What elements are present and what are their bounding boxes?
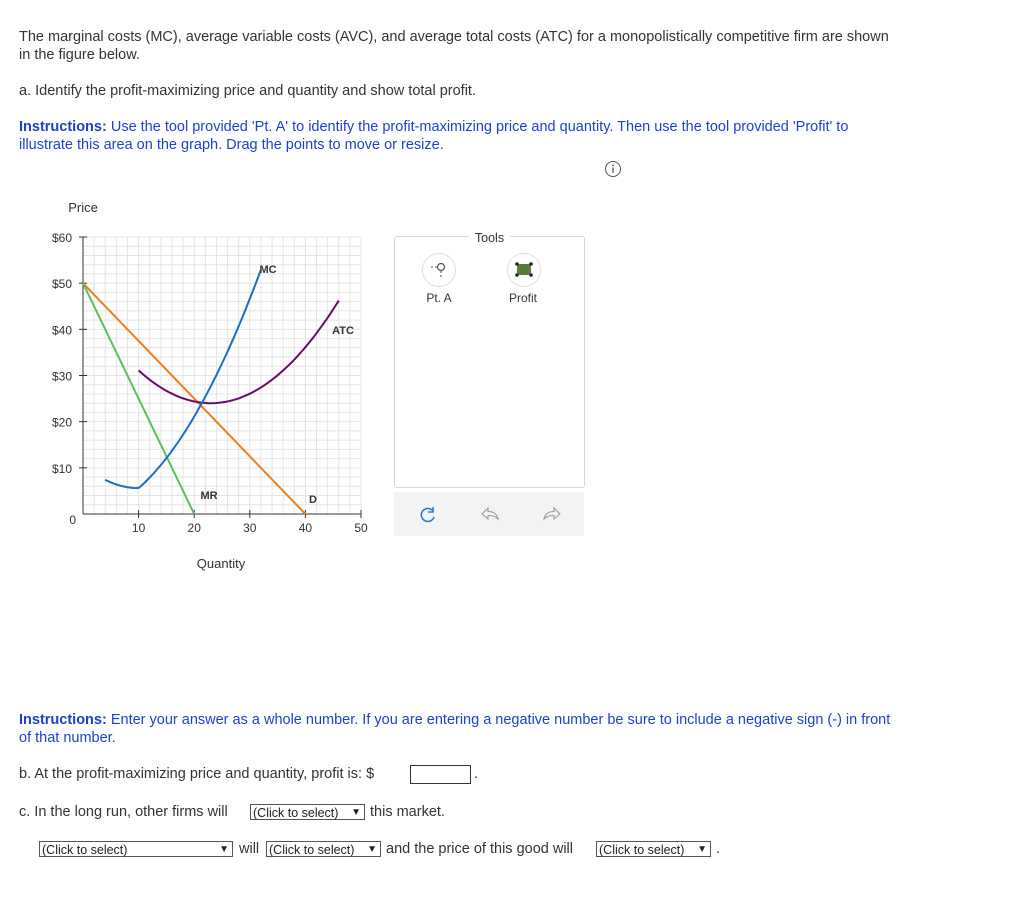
- question-c-text: c. In the long run, other firms will: [19, 804, 228, 820]
- profit-input[interactable]: [410, 765, 471, 784]
- pt-a-icon: [422, 253, 456, 287]
- long-run-select[interactable]: [39, 841, 233, 857]
- undo-icon[interactable]: [479, 505, 501, 523]
- firms-select-value: (Click to select): [253, 806, 339, 820]
- profit-icon: [507, 253, 541, 287]
- profit-label: Profit: [508, 291, 537, 305]
- pt-a-tool[interactable]: [421, 253, 457, 305]
- instructions-1: [19, 118, 848, 154]
- question-b-text: b. At the profit-maximizing price and quantity, profit is: $: [19, 766, 375, 782]
- redo-icon[interactable]: [541, 505, 563, 523]
- intro-line: The marginal costs (MC), average variable costs (AVC), and average total costs (ATC) for a monopolistically competitive firm are shown: [19, 29, 889, 45]
- y-tick-label: $60: [51, 231, 72, 245]
- pt-a-label: Pt. A: [426, 291, 452, 305]
- x-tick-label: 30: [243, 521, 257, 535]
- instructions-label: Instructions:: [19, 119, 107, 135]
- y-tick-label: $10: [51, 461, 72, 476]
- reset-icon[interactable]: [418, 505, 438, 525]
- price-text: and the price of this good will: [386, 841, 573, 857]
- will-select[interactable]: [266, 841, 381, 857]
- x-tick-label: 10: [131, 521, 146, 535]
- y-tick-label: 0: [69, 513, 76, 527]
- question-a: a. Identify the profit-maximizing price and quantity and show total profit.: [19, 83, 476, 99]
- price-select-value: (Click to select): [599, 843, 685, 857]
- cost-curves-graph[interactable]: [0, 190, 390, 590]
- info-icon[interactable]: [604, 160, 622, 178]
- y-tick-label: $40: [51, 323, 72, 338]
- question-b-period: .: [474, 766, 479, 782]
- y-tick-label: $20: [51, 415, 72, 430]
- instructions-text: illustrate this area on the graph. Drag the points to move or resize.: [19, 137, 444, 153]
- will-select-value: (Click to select): [269, 843, 355, 857]
- mr-label: MR: [200, 490, 218, 502]
- instructions-text: Use the tool provided 'Pt. A' to identify the profit-maximizing price and quantity. Then use the tool provided 'Profit' to: [106, 119, 849, 135]
- profit-tool[interactable]: [503, 253, 543, 305]
- instructions-label: Instructions:: [19, 712, 107, 728]
- y-tick-label: $50: [51, 277, 72, 292]
- x-tick-label: 50: [354, 521, 368, 535]
- tools-title: Tools: [469, 231, 510, 245]
- chevron-down-icon: ▼: [351, 807, 361, 818]
- instructions-text: of that number.: [19, 730, 116, 746]
- atc-label: ATC: [332, 325, 354, 337]
- firms-select[interactable]: [250, 804, 365, 820]
- x-axis-title: Quantity: [196, 556, 246, 571]
- intro-line: in the figure below.: [19, 47, 140, 63]
- question-c-post: this market.: [370, 804, 445, 820]
- chevron-down-icon: ▼: [367, 844, 377, 855]
- price-select[interactable]: [596, 841, 711, 857]
- demand-label: D: [309, 494, 317, 506]
- intro-text: [19, 28, 889, 64]
- instructions-text: Enter your answer as a whole number. If you are entering a negative number be sure to include a negative sign (-) in front: [106, 712, 891, 728]
- mc-label: MC: [259, 264, 277, 276]
- chevron-down-icon: ▼: [219, 844, 229, 855]
- x-tick-label: 40: [298, 521, 313, 535]
- y-tick-label: $30: [51, 369, 72, 384]
- y-axis-title: Price: [68, 200, 98, 215]
- chevron-down-icon: ▼: [697, 844, 707, 855]
- question-b: [19, 765, 374, 783]
- tools-panel: [394, 231, 585, 488]
- x-tick-label: 20: [187, 521, 201, 535]
- end-period: .: [716, 841, 721, 857]
- graph-grid: [83, 237, 361, 514]
- long-run-select-value: (Click to select): [42, 843, 128, 857]
- graph-toolbar: [394, 492, 584, 536]
- will-text: will: [239, 841, 260, 857]
- instructions-2: [19, 711, 890, 747]
